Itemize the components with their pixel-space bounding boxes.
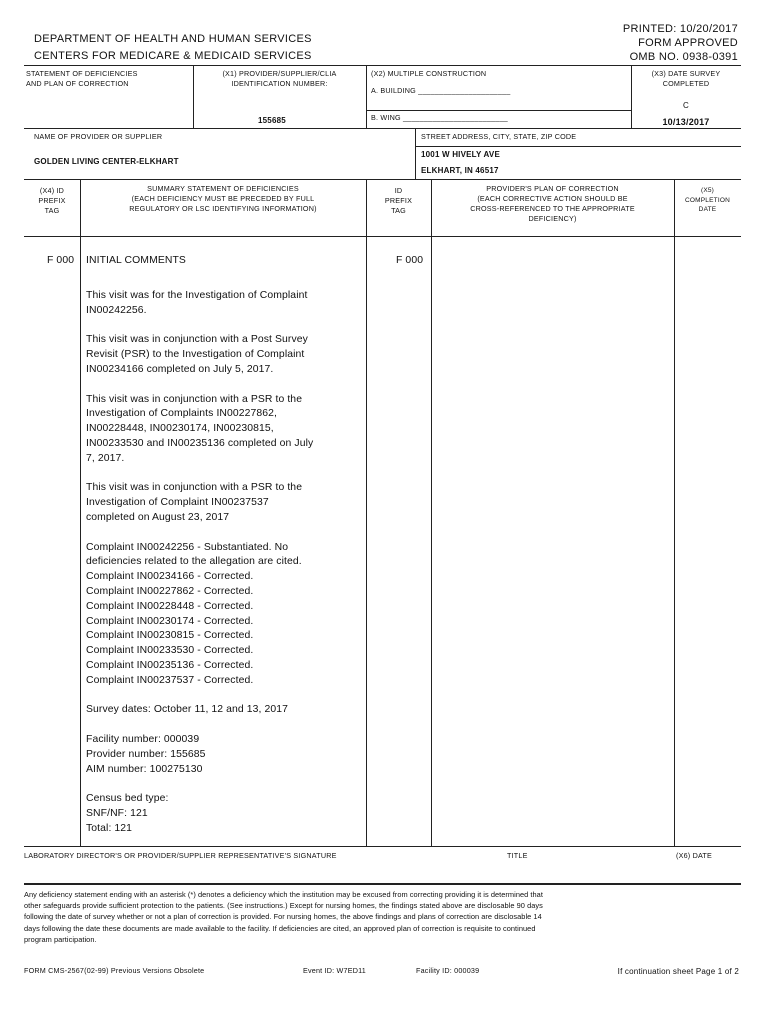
- section-heading: INITIAL COMMENTS: [86, 255, 186, 266]
- survey-type-letter: C: [683, 101, 689, 110]
- rule: [431, 179, 432, 846]
- comments-body: [86, 289, 366, 851]
- address-label: STREET ADDRESS, CITY, STATE, ZIP CODE: [421, 132, 577, 141]
- comment-paragraph: This visit was for the Investigation of Complaint IN00242256.: [86, 290, 308, 316]
- provider-name: GOLDEN LIVING CENTER-ELKHART: [34, 157, 179, 166]
- department-title: DEPARTMENT OF HEALTH AND HUMAN SERVICES: [34, 33, 312, 45]
- rule: [24, 236, 741, 237]
- city-state-zip: ELKHART, IN 46517: [421, 166, 499, 175]
- title-label: TITLE: [507, 851, 528, 860]
- rule: [80, 179, 81, 846]
- comment-paragraph: This visit was in conjunction with a PSR to the Investigation of Complaint IN00237537 completed on August 23, 2017: [86, 482, 303, 523]
- rule: [366, 110, 631, 111]
- facility-id: Facility ID: 000039: [416, 966, 480, 975]
- rule: [366, 179, 367, 846]
- comment-paragraph: Facility number: 000039 Provider number: 155685 AIM number: 100275130: [86, 733, 206, 775]
- right-prefix-tag: F 000: [396, 255, 424, 266]
- continuation-page: If continuation sheet Page 1 of 2: [617, 967, 739, 976]
- rule: [415, 146, 741, 147]
- signature-date-label: (X6) DATE: [676, 851, 713, 860]
- plan-column-header: PROVIDER'S PLAN OF CORRECTION (EACH CORRECTIVE ACTION SHOULD BE CROSS-REFERENCED TO THE APPROPRIATE DEFICIENCY): [470, 184, 635, 223]
- survey-completed-date: 10/13/2017: [662, 117, 710, 127]
- x3-label: (X3) DATE SURVEY COMPLETED: [651, 69, 721, 88]
- rule: [24, 65, 741, 66]
- x1-label: (X1) PROVIDER/SUPPLIER/CLIA IDENTIFICATION NUMBER:: [222, 69, 337, 88]
- id-column-header: ID PREFIX TAG: [384, 186, 413, 215]
- signature-label: LABORATORY DIRECTOR'S OR PROVIDER/SUPPLIER REPRESENTATIVE'S SIGNATURE: [24, 851, 337, 860]
- omb-number: OMB NO. 0938-0391: [629, 51, 738, 63]
- event-id: Event ID: W7ED11: [303, 966, 366, 975]
- comment-paragraph: Census bed type: SNF/NF: 121 Total: 121: [86, 793, 169, 834]
- comment-paragraph: This visit was in conjunction with a Post Survey Revisit (PSR) to the Investigation of Complaint IN00234166 completed on July 5, 2017.: [86, 334, 308, 375]
- provider-name-label: NAME OF PROVIDER OR SUPPLIER: [34, 132, 163, 141]
- x5-column-header: (X5) COMPLETION DATE: [685, 187, 730, 213]
- x4-column-header: (X4) ID PREFIX TAG: [38, 186, 66, 215]
- left-prefix-tag: F 000: [47, 255, 75, 266]
- form-id: FORM CMS-2567(02-99) Previous Versions Obsolete: [24, 966, 205, 975]
- rule: [366, 65, 367, 128]
- form-approved: FORM APPROVED: [638, 37, 738, 49]
- comment-paragraph: This visit was in conjunction with a PSR to the Investigation of Complaints IN00227862, IN00228448, IN00230174, IN00230815, IN00233530 and IN00235136 completed on July 7, 2017.: [86, 393, 314, 464]
- x2-label: (X2) MULTIPLE CONSTRUCTION: [371, 69, 487, 78]
- rule: [674, 179, 675, 846]
- disclaimer: Any deficiency statement ending with an asterisk (*) denotes a deficiency which the institution may be excused from correcting providing it is determined that other safeguards provide sufficient protection to the patients. (See instructions.) Except for nursing homes, the findings stated above are disclosable 90 days following the date of survey whether or not a plan of correction is provided. For nursing homes, the above findings and plans of correction are disclosable 14 days following the date these documents are made available to the facility. If deficiencies are cited, an approved plan of correction is requisite to continued program participation.: [24, 890, 543, 944]
- statement-label: STATEMENT OF DEFICIENCIES AND PLAN OF CORRECTION: [26, 69, 138, 88]
- signature-rule: [24, 883, 741, 885]
- building-label: A. BUILDING ______________________: [371, 86, 511, 95]
- rule: [24, 179, 741, 180]
- comment-paragraph: Complaint IN00242256 - Substantiated. No deficiencies related to the allegation are cited. Complaint IN00234166 - Corrected. Complaint IN00227862 - Corrected. Complaint IN00228448 - Corrected. Complaint IN00230174 - Corrected. Complaint IN00230815 - Corrected. Complaint IN00233530 - Corrected. Complaint IN00235136 - Corrected. Complaint IN00237537 - Corrected.: [86, 541, 302, 686]
- rule: [24, 128, 741, 129]
- agency-title: CENTERS FOR MEDICARE & MEDICAID SERVICES: [34, 50, 312, 62]
- printed-date: PRINTED: 10/20/2017: [622, 23, 738, 35]
- summary-column-header: SUMMARY STATEMENT OF DEFICIENCIES (EACH DEFICIENCY MUST BE PRECEDED BY FULL REGULATORY OR LSC IDENTIFYING INFORMATION): [129, 184, 317, 213]
- street-address: 1001 W HIVELY AVE: [421, 150, 500, 159]
- rule: [24, 846, 741, 847]
- wing-label: B. WING _________________________: [371, 113, 508, 122]
- rule: [415, 128, 416, 179]
- provider-id-number: 155685: [258, 116, 286, 125]
- comment-paragraph: Survey dates: October 11, 12 and 13, 2017: [86, 704, 289, 716]
